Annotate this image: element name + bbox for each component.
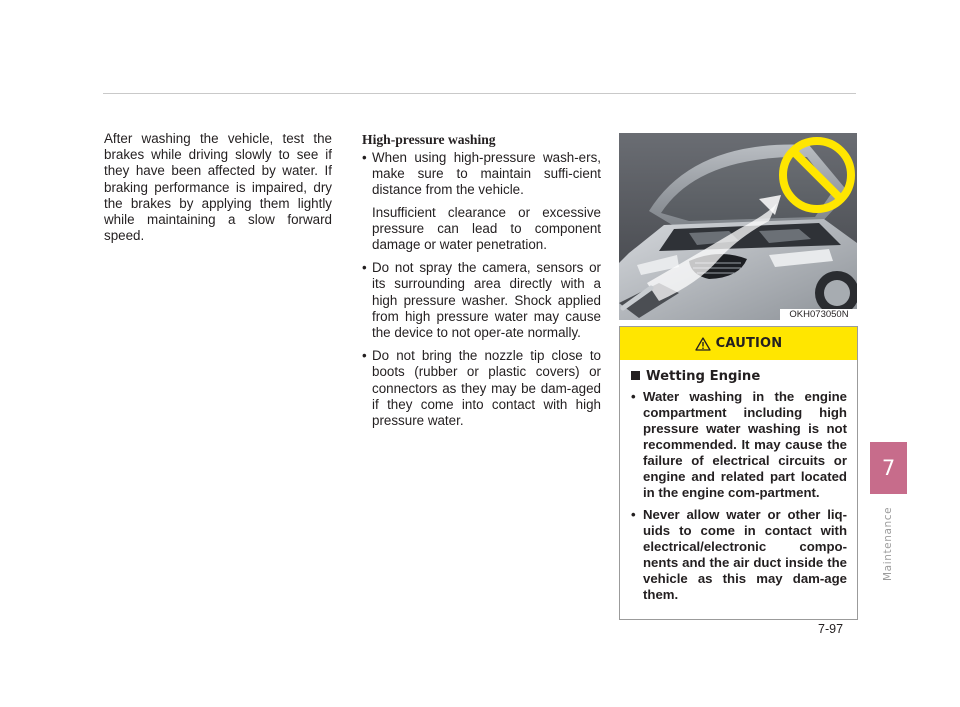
- chapter-name: Maintenance: [882, 506, 894, 582]
- caution-title: [631, 368, 847, 386]
- list-item: [631, 507, 847, 603]
- caution-label: CAUTION: [715, 336, 783, 351]
- engine-washing-photo: [619, 133, 857, 320]
- caution-box: [619, 326, 858, 620]
- figure-code: OKH073050N: [780, 309, 858, 321]
- intro-paragraph: After washing the vehicle, test the brakes while driving slowly to see if they have been affected by water. If braking performance is impaired, dry the brakes by applying them lightly while maintaining a slow forward speed.: [104, 131, 332, 244]
- list-item-text: Never allow water or other liq-uids to come in contact with electrical/electronic compo-nents and the air duct inside the vehicle as this may dam-age them.: [643, 507, 847, 602]
- list-item-text: Do not bring the nozzle tip close to boots (rubber or plastic covers) or connectors as they may be dam-aged if they come into contact with high pressure water.: [372, 348, 601, 429]
- caution-body: [620, 360, 857, 603]
- list-item: [362, 150, 601, 253]
- car-illustration: [619, 133, 857, 320]
- list-item: [631, 389, 847, 501]
- caution-header: [620, 327, 857, 360]
- list-item-text: When using high-pressure wash-ers, make sure to maintain suffi-cient distance from the vehicle.: [372, 150, 601, 198]
- list-item-text: Do not spray the camera, sensors or its surrounding area directly with a high pressure washer. Shock applied from high pressure water may cause the device to not oper-ate normally.: [372, 260, 601, 341]
- list-item: [362, 260, 601, 341]
- list-item-text: Water washing in the engine compartment including high pressure water washing is not recommended. It may cause the failure of electrical circuits or engine and related part located in the engine com-partment.: [643, 389, 847, 500]
- bullet: •: [631, 507, 636, 522]
- caution-title-text: Wetting Engine: [646, 369, 761, 384]
- bullet: •: [362, 150, 367, 165]
- square-bullet-icon: [631, 371, 640, 380]
- high-pressure-washing-section: [362, 131, 601, 436]
- top-divider: [103, 93, 856, 94]
- list-item-followup: Insufficient clearance or excessive pressure can lead to component damage or water penetration.: [372, 204, 601, 253]
- bullet: •: [631, 389, 636, 404]
- warning-triangle-icon: [695, 337, 711, 351]
- chapter-tab: 7: [870, 442, 907, 494]
- section-heading: High-pressure washing: [362, 132, 496, 147]
- page-number: 7-97: [818, 622, 844, 636]
- list-item: [362, 348, 601, 429]
- bullet: •: [362, 260, 367, 276]
- bullet: •: [362, 348, 367, 364]
